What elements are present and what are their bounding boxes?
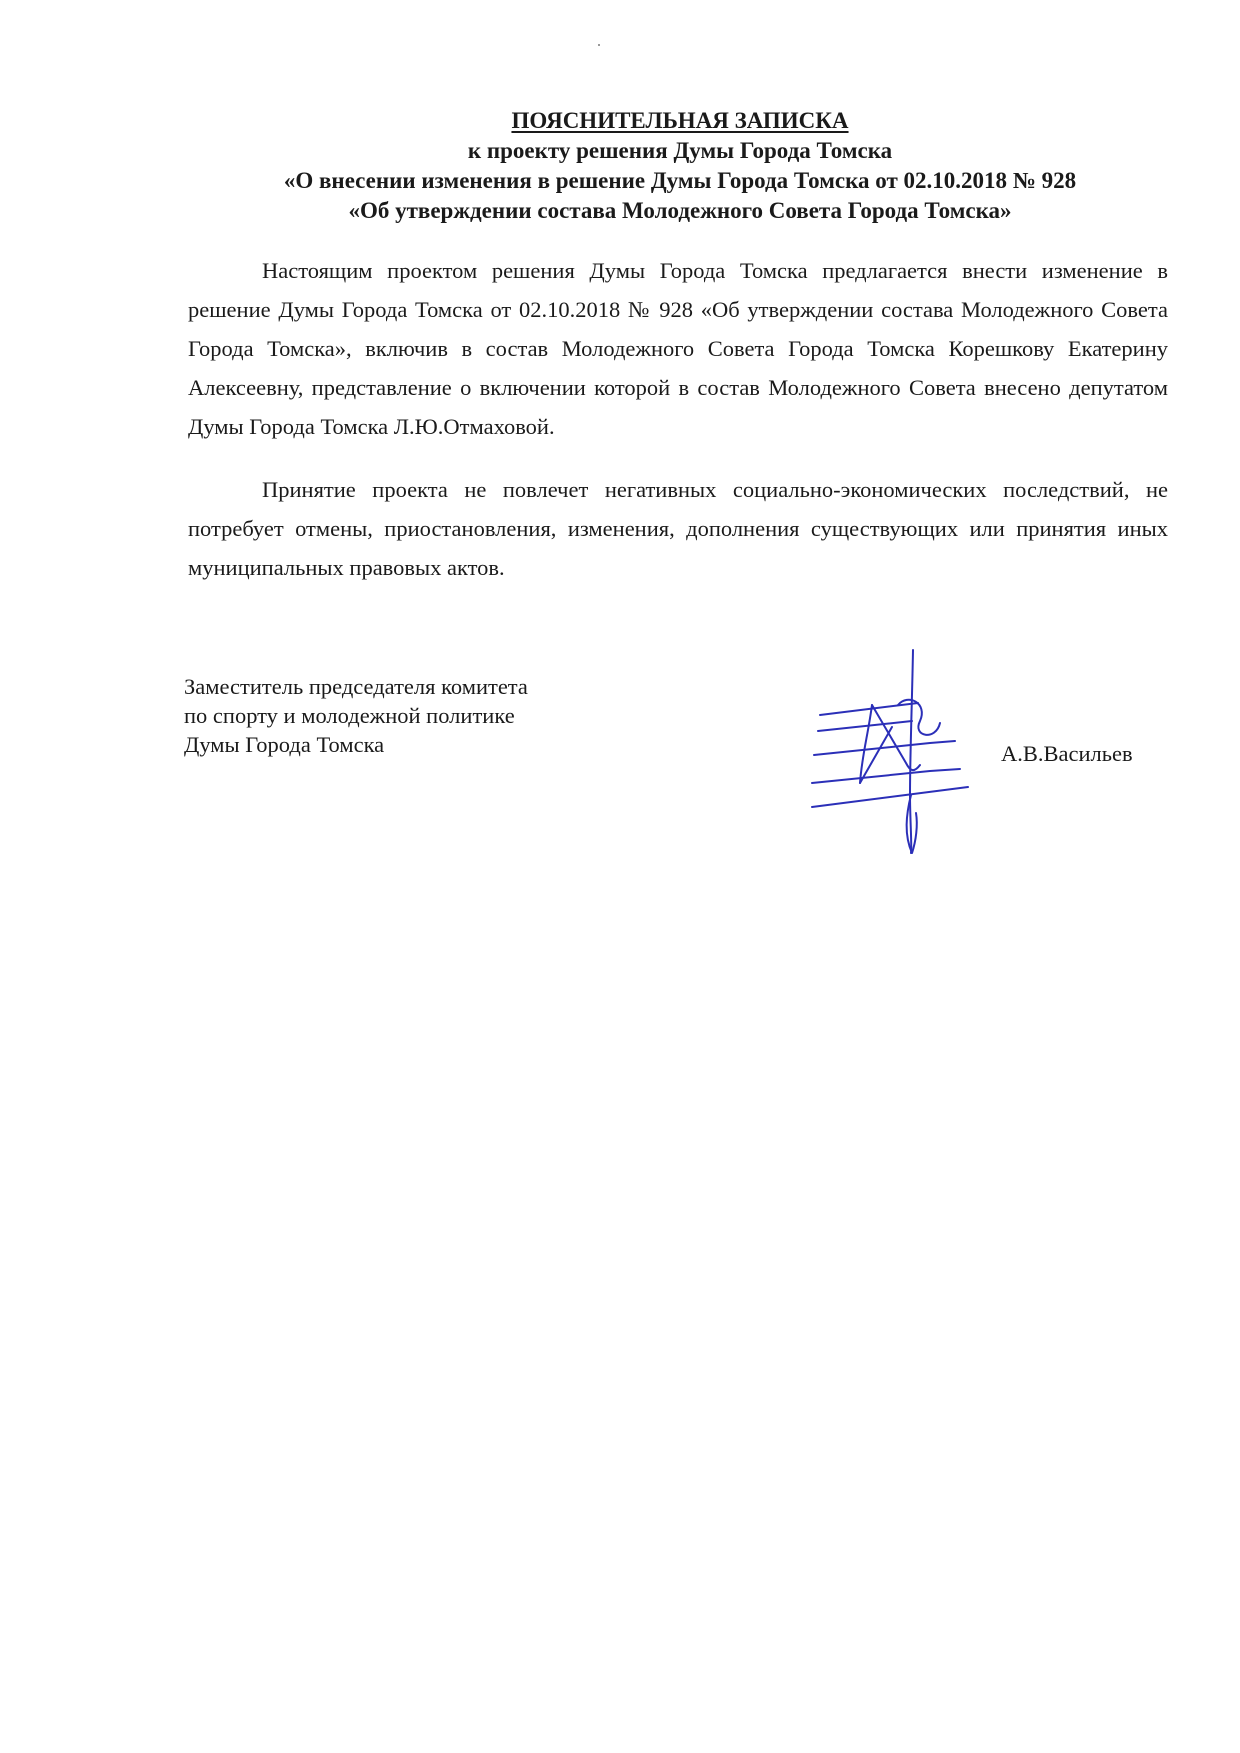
header-subtitle-line-2: «О внесении изменения в решение Думы Города Томска от 02.10.2018 № 928 (283, 168, 1077, 193)
signatory-position-line-1: Заместитель председателя комитета (184, 674, 528, 699)
header-subtitle-line-3: «Об утверждении состава Молодежного Совета Города Томска» (348, 198, 1012, 223)
document-title: ПОЯСНИТЕЛЬНАЯ ЗАПИСКА (511, 108, 849, 133)
signatory-name: А.В.Васильев (1001, 741, 1133, 766)
handwritten-signature (800, 645, 980, 865)
signatory-position-line-2: по спорту и молодежной политике (184, 703, 515, 728)
header-subtitle-line-1: к проекту решения Думы Города Томска (467, 138, 893, 163)
document-header (180, 106, 1180, 226)
scan-artifact (598, 44, 600, 46)
body-paragraph-1: Настоящим проектом решения Думы Города Томска предлагается внести изменение в решение Думы Города Томска от 02.10.2018 № 928 «Об утверждении состава Молодежного Совета Города Томска», включив в состав Молодежного Совета Города Томска Корешкову Екатерину Алексеевну, представление о включении которой в состав Молодежного Совета внесено депутатом Думы Города Томска Л.Ю.Отмаховой. (188, 258, 1168, 439)
signatory-position (184, 672, 528, 759)
body-paragraph-2: Принятие проекта не повлечет негативных социально-экономических последствий, не потребует отмены, приостановления, изменения, дополнения существующих или принятия иных муниципальных правовых актов. (188, 477, 1168, 580)
signatory-position-line-3: Думы Города Томска (184, 732, 385, 757)
